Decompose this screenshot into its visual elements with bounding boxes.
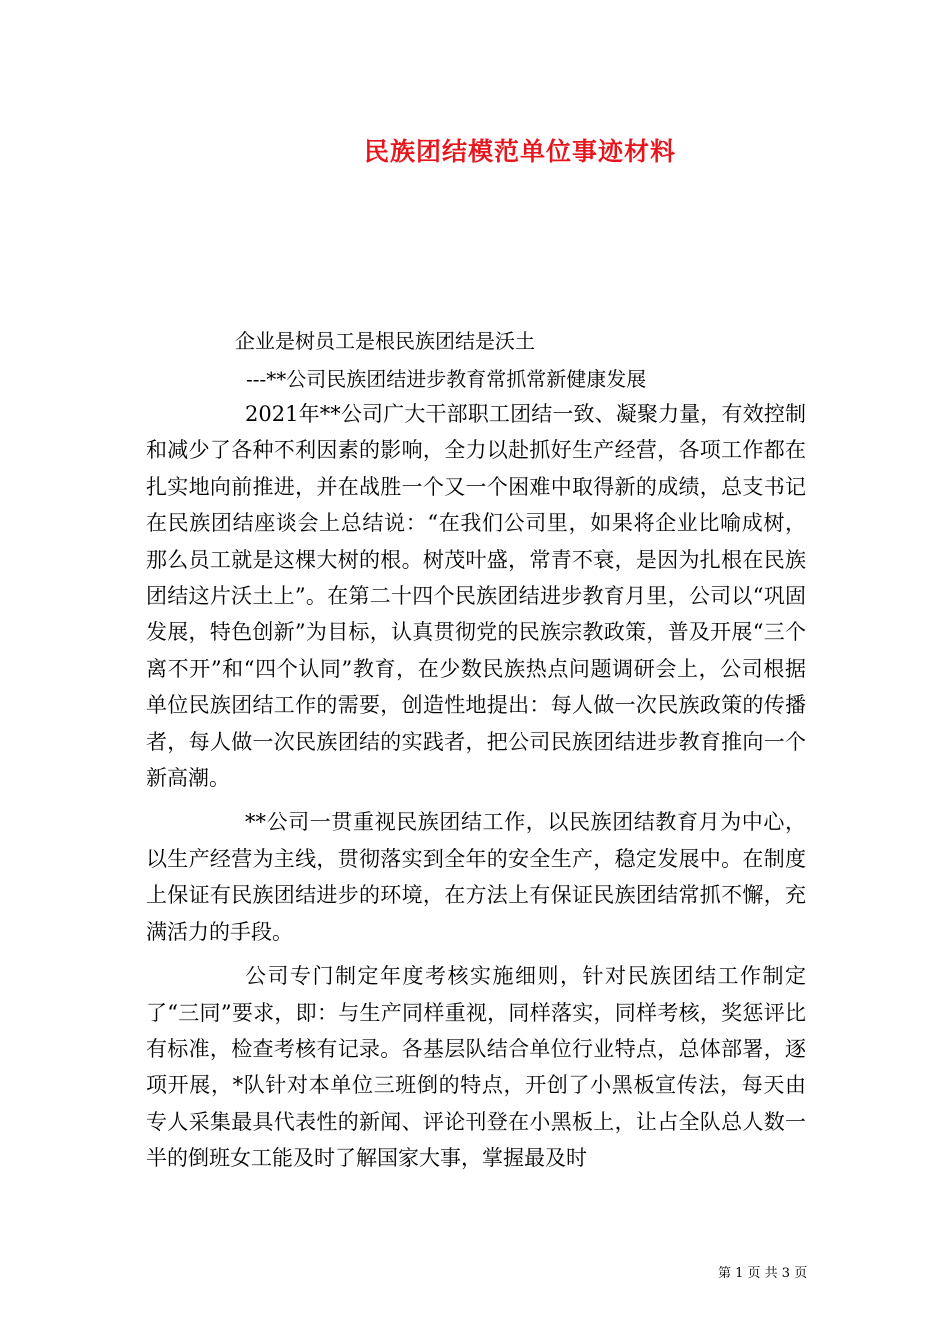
body-paragraph: 公司专门制定年度考核实施细则，针对民族团结工作制定了“三同”要求，即：与生产同样重视，同样落实，同样考核，奖惩评比有标准，检查考核有记录。各基层队结合单位行业特点，总体部署，逐项开展，*队针对本单位三班倒的特点，开创了小黑板宣传法，每天由专人采集最具代表性的新闻、评论刊登在小黑板上，让占全队总人数一半的倒班女工能及时了解国家大事，掌握最及时 (146, 964, 806, 1171)
page-number-footer: 第 1 页 共 3 页 (718, 1266, 808, 1281)
body-paragraph: **公司一贯重视民族团结工作，以民族团结教育月为中心，以生产经营为主线，贯彻落实到全年的安全生产，稳定发展中。在制度上保证有民族团结进步的环境，在方法上有保证民族团结常抓不懈，充满活力的手段。 (146, 810, 806, 944)
document-body (146, 396, 806, 1177)
document-subtitle-secondary: ---**公司民族团结进步教育常抓常新健康发展 (246, 367, 647, 391)
document-title: 民族团结模范单位事迹材料 (363, 137, 676, 166)
body-paragraph: 2021年**公司广大干部职工团结一致、凝聚力量，有效控制和减少了各种不利因素的影响，全力以赴抓好生产经营，各项工作都在扎实地向前推进，并在战胜一个又一个困难中取得新的成绩，总支书记在民族团结座谈会上总结说：“在我们公司里，如果将企业比喻成树，那么员工就是这棵大树的根。树茂叶盛，常青不衰，是因为扎根在民族团结这片沃土上”。在第二十四个民族团结进步教育月里，公司以“巩固发展，特色创新”为目标，认真贯彻党的民族宗教政策，普及开展“三个离不开”和“四个认同”教育，在少数民族热点问题调研会上，公司根据单位民族团结工作的需要，创造性地提出：每人做一次民族政策的传播者，每人做一次民族团结的实践者，把公司民族团结进步教育推向一个新高潮。 (146, 402, 806, 791)
document-subtitle: 企业是树员工是根民族团结是沃土 (235, 329, 535, 353)
